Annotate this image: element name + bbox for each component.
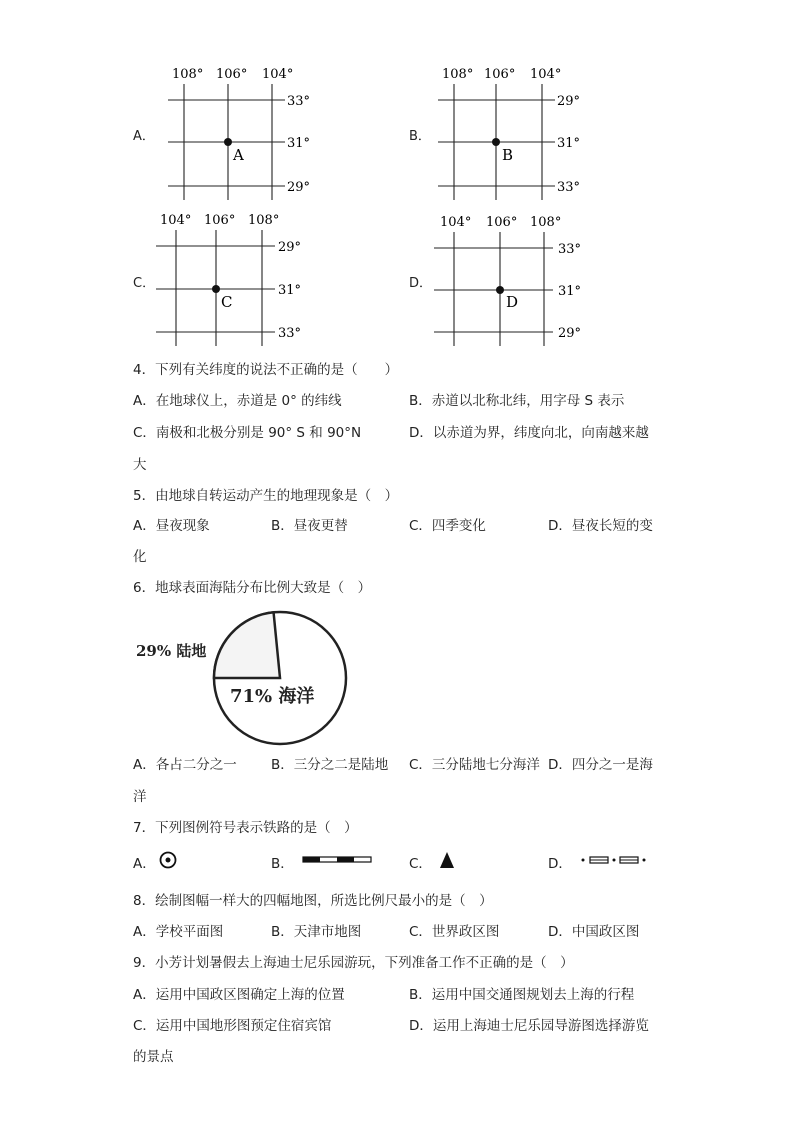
point-marker: [212, 285, 220, 293]
q5-option-c: C．四季变化: [409, 518, 486, 534]
point-marker: [496, 286, 504, 294]
q6-option-d-wrap: 洋: [133, 789, 147, 805]
q7-option-c: C．: [409, 856, 432, 872]
svg-text:108°: 108°: [530, 215, 562, 230]
land-ocean-pie: [130, 608, 370, 748]
triangle-icon: [438, 851, 456, 869]
lat-lon-grid-b: [430, 62, 600, 202]
point-label: A: [233, 146, 244, 164]
pie-ocean-label: 71% 海洋: [230, 686, 315, 707]
point-marker: [492, 138, 500, 146]
svg-text:104°: 104°: [440, 215, 472, 230]
svg-text:31°: 31°: [278, 283, 302, 298]
q5-stem: 5．由地球自转运动产生的地理现象是（ ）: [133, 488, 399, 504]
q5-option-d-wrap: 化: [133, 549, 147, 565]
q9-option-c: C．运用中国地形图预定住宿宾馆: [133, 1018, 332, 1034]
q8-option-b: B．天津市地图: [271, 924, 362, 940]
svg-text:33°: 33°: [557, 180, 581, 195]
svg-text:108°: 108°: [248, 213, 280, 228]
q9-option-b: B．运用中国交通图规划去上海的行程: [409, 987, 635, 1003]
point-label: B: [502, 146, 514, 164]
svg-text:29°: 29°: [278, 240, 302, 255]
q8-option-c: C．世界政区图: [409, 924, 500, 940]
q7-option-a: A．: [133, 856, 156, 872]
q4-option-c: C．南极和北极分别是 90° S 和 90°N: [133, 425, 362, 441]
point-label: D: [506, 293, 519, 311]
svg-text:33°: 33°: [278, 326, 302, 341]
svg-text:104°: 104°: [530, 67, 562, 82]
svg-text:33°: 33°: [287, 94, 311, 109]
svg-text:104°: 104°: [160, 213, 192, 228]
q4-option-a: A．在地球仪上，赤道是 0° 的纬线: [133, 393, 342, 409]
boundary-icon: [580, 853, 648, 867]
q4-stem: 4．下列有关纬度的说法不正确的是（ ）: [133, 362, 399, 378]
q8-stem: 8．绘制图幅一样大的四幅地图，所选比例尺最小的是（ ）: [133, 893, 493, 909]
pie-land-label: 29% 陆地: [136, 642, 207, 660]
q7-option-d: D．: [548, 856, 572, 872]
railway-icon: [302, 855, 374, 865]
q7-stem: 7．下列图例符号表示铁路的是（ ）: [133, 820, 358, 836]
q9-stem: 9．小芳计划暑假去上海迪士尼乐园游玩，下列准备工作不正确的是（ ）: [133, 955, 574, 971]
q8-option-d: D．中国政区图: [548, 924, 640, 940]
option-letter: D．: [409, 276, 433, 291]
svg-text:31°: 31°: [287, 136, 311, 151]
q5-option-b: B．昼夜更替: [271, 518, 348, 534]
option-letter: B．: [409, 129, 431, 144]
svg-text:29°: 29°: [287, 180, 311, 195]
q8-option-a: A．学校平面图: [133, 924, 224, 940]
point-label: C: [221, 293, 233, 311]
lat-lon-grid-a: [160, 62, 330, 202]
lat-lon-grid-c: [150, 206, 320, 348]
svg-text:104°: 104°: [262, 67, 294, 82]
circle-dot-icon: [158, 850, 178, 870]
q9-option-d-wrap: 的景点: [133, 1049, 174, 1065]
svg-text:29°: 29°: [558, 326, 582, 341]
svg-text:31°: 31°: [557, 136, 581, 151]
q6-option-c: C．三分陆地七分海洋: [409, 757, 540, 773]
option-letter: A．: [133, 129, 155, 144]
q6-stem: 6．地球表面海陆分布比例大致是（ ）: [133, 580, 372, 596]
svg-text:106°: 106°: [486, 215, 518, 230]
q6-option-b: B．三分之二是陆地: [271, 757, 389, 773]
q4-option-d-wrap: 大: [133, 457, 147, 473]
svg-text:29°: 29°: [557, 94, 581, 109]
pie-land-slice: [214, 612, 280, 678]
lat-lon-grid-d: [428, 208, 598, 350]
q7-option-b: B．: [271, 856, 294, 872]
svg-text:108°: 108°: [442, 67, 474, 82]
q9-option-d: D．运用上海迪士尼乐园导游图选择游览: [409, 1018, 649, 1034]
svg-text:106°: 106°: [204, 213, 236, 228]
q4-option-d: D．以赤道为界，纬度向北，向南越来越: [409, 425, 649, 441]
q5-option-d: D．昼夜长短的变: [548, 518, 653, 534]
svg-text:106°: 106°: [216, 67, 248, 82]
q5-option-a: A．昼夜现象: [133, 518, 210, 534]
svg-text:33°: 33°: [558, 242, 582, 257]
q9-option-a: A．运用中国政区图确定上海的位置: [133, 987, 345, 1003]
q6-option-a: A．各占二分之一: [133, 757, 237, 773]
q6-option-d: D．四分之一是海: [548, 757, 653, 773]
q4-option-b: B．赤道以北称北纬，用字母 S 表示: [409, 393, 625, 409]
svg-text:106°: 106°: [484, 67, 516, 82]
svg-text:108°: 108°: [172, 67, 204, 82]
svg-text:31°: 31°: [558, 284, 582, 299]
option-letter: C．: [133, 276, 156, 291]
point-marker: [224, 138, 232, 146]
